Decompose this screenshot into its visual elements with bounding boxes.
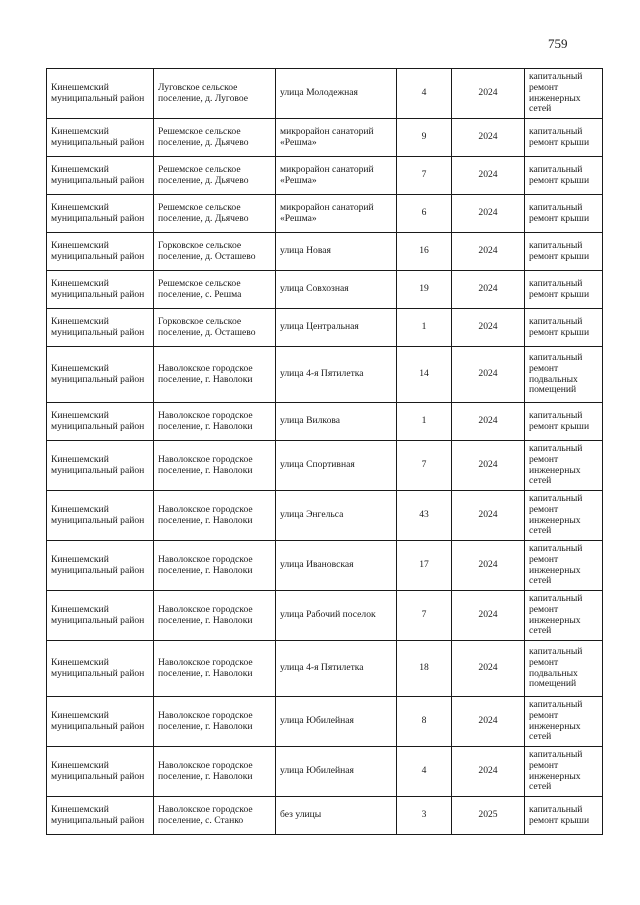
table-row bbox=[47, 233, 603, 271]
settlement-cell: Решемское сельское поселение, д. Дьячево bbox=[154, 157, 276, 195]
work-type-cell: капитальный ремонт инженерных сетей bbox=[525, 541, 603, 591]
district-cell: Кинешемский муниципальный район bbox=[47, 641, 154, 697]
table-row bbox=[47, 641, 603, 697]
year-cell: 2024 bbox=[452, 441, 525, 491]
work-type-cell: капитальный ремонт инженерных сетей bbox=[525, 441, 603, 491]
page-number: 759 bbox=[548, 36, 568, 51]
table-row bbox=[47, 309, 603, 347]
district-cell: Кинешемский муниципальный район bbox=[47, 271, 154, 309]
street-cell: улица Молодежная bbox=[276, 69, 397, 119]
district-cell: Кинешемский муниципальный район bbox=[47, 403, 154, 441]
settlement-cell: Наволокское городское поселение, г. Наволоки bbox=[154, 591, 276, 641]
settlement-cell: Наволокское городское поселение, г. Наволоки bbox=[154, 347, 276, 403]
settlement-cell: Наволокское городское поселение, с. Станко bbox=[154, 797, 276, 835]
settlement-cell: Решемское сельское поселение, д. Дьячево bbox=[154, 119, 276, 157]
district-cell: Кинешемский муниципальный район bbox=[47, 347, 154, 403]
work-type-cell: капитальный ремонт подвальных помещений bbox=[525, 347, 603, 403]
registry-table-body bbox=[47, 69, 603, 835]
table-row bbox=[47, 271, 603, 309]
table-row bbox=[47, 491, 603, 541]
street-cell: микрорайон санаторий «Решма» bbox=[276, 195, 397, 233]
table-row bbox=[47, 441, 603, 491]
street-cell: улица Рабочий поселок bbox=[276, 591, 397, 641]
settlement-cell: Горковское сельское поселение, д. Осташево bbox=[154, 309, 276, 347]
work-type-cell: капитальный ремонт крыши bbox=[525, 271, 603, 309]
street-cell: улица 4-я Пятилетка bbox=[276, 347, 397, 403]
work-type-cell: капитальный ремонт инженерных сетей bbox=[525, 747, 603, 797]
year-cell: 2024 bbox=[452, 195, 525, 233]
work-type-cell: капитальный ремонт инженерных сетей bbox=[525, 591, 603, 641]
street-cell: улица 4-я Пятилетка bbox=[276, 641, 397, 697]
table-row bbox=[47, 697, 603, 747]
street-cell: улица Юбилейная bbox=[276, 747, 397, 797]
year-cell: 2024 bbox=[452, 119, 525, 157]
settlement-cell: Наволокское городское поселение, г. Наволоки bbox=[154, 747, 276, 797]
settlement-cell: Наволокское городское поселение, г. Наволоки bbox=[154, 541, 276, 591]
year-cell: 2024 bbox=[452, 157, 525, 195]
house-number-cell: 14 bbox=[397, 347, 452, 403]
work-type-cell: капитальный ремонт крыши bbox=[525, 797, 603, 835]
settlement-cell: Решемское сельское поселение, с. Решма bbox=[154, 271, 276, 309]
house-number-cell: 4 bbox=[397, 747, 452, 797]
year-cell: 2024 bbox=[452, 403, 525, 441]
street-cell: улица Центральная bbox=[276, 309, 397, 347]
table-row bbox=[47, 797, 603, 835]
year-cell: 2024 bbox=[452, 541, 525, 591]
district-cell: Кинешемский муниципальный район bbox=[47, 69, 154, 119]
table-row bbox=[47, 195, 603, 233]
house-number-cell: 1 bbox=[397, 403, 452, 441]
house-number-cell: 16 bbox=[397, 233, 452, 271]
settlement-cell: Наволокское городское поселение, г. Наволоки bbox=[154, 491, 276, 541]
district-cell: Кинешемский муниципальный район bbox=[47, 309, 154, 347]
district-cell: Кинешемский муниципальный район bbox=[47, 119, 154, 157]
work-type-cell: капитальный ремонт инженерных сетей bbox=[525, 697, 603, 747]
year-cell: 2024 bbox=[452, 491, 525, 541]
year-cell: 2024 bbox=[452, 271, 525, 309]
work-type-cell: капитальный ремонт крыши bbox=[525, 119, 603, 157]
table-row bbox=[47, 119, 603, 157]
house-number-cell: 18 bbox=[397, 641, 452, 697]
district-cell: Кинешемский муниципальный район bbox=[47, 157, 154, 195]
street-cell: без улицы bbox=[276, 797, 397, 835]
table-row bbox=[47, 403, 603, 441]
street-cell: микрорайон санаторий «Решма» bbox=[276, 157, 397, 195]
street-cell: улица Юбилейная bbox=[276, 697, 397, 747]
district-cell: Кинешемский муниципальный район bbox=[47, 233, 154, 271]
year-cell: 2024 bbox=[452, 697, 525, 747]
district-cell: Кинешемский муниципальный район bbox=[47, 541, 154, 591]
street-cell: улица Спортивная bbox=[276, 441, 397, 491]
work-type-cell: капитальный ремонт инженерных сетей bbox=[525, 69, 603, 119]
work-type-cell: капитальный ремонт крыши bbox=[525, 403, 603, 441]
work-type-cell: капитальный ремонт инженерных сетей bbox=[525, 491, 603, 541]
table-row bbox=[47, 591, 603, 641]
district-cell: Кинешемский муниципальный район bbox=[47, 697, 154, 747]
table-row bbox=[47, 69, 603, 119]
house-number-cell: 3 bbox=[397, 797, 452, 835]
year-cell: 2024 bbox=[452, 591, 525, 641]
district-cell: Кинешемский муниципальный район bbox=[47, 797, 154, 835]
year-cell: 2024 bbox=[452, 747, 525, 797]
work-type-cell: капитальный ремонт подвальных помещений bbox=[525, 641, 603, 697]
work-type-cell: капитальный ремонт крыши bbox=[525, 195, 603, 233]
settlement-cell: Горковское сельское поселение, д. Осташево bbox=[154, 233, 276, 271]
year-cell: 2024 bbox=[452, 309, 525, 347]
table-row bbox=[47, 541, 603, 591]
repair-registry-table bbox=[46, 68, 603, 835]
house-number-cell: 17 bbox=[397, 541, 452, 591]
work-type-cell: капитальный ремонт крыши bbox=[525, 309, 603, 347]
house-number-cell: 7 bbox=[397, 441, 452, 491]
settlement-cell: Наволокское городское поселение, г. Наволоки bbox=[154, 403, 276, 441]
year-cell: 2025 bbox=[452, 797, 525, 835]
district-cell: Кинешемский муниципальный район bbox=[47, 491, 154, 541]
work-type-cell: капитальный ремонт крыши bbox=[525, 233, 603, 271]
house-number-cell: 7 bbox=[397, 591, 452, 641]
work-type-cell: капитальный ремонт крыши bbox=[525, 157, 603, 195]
district-cell: Кинешемский муниципальный район bbox=[47, 441, 154, 491]
year-cell: 2024 bbox=[452, 641, 525, 697]
settlement-cell: Наволокское городское поселение, г. Наволоки bbox=[154, 697, 276, 747]
street-cell: улица Совхозная bbox=[276, 271, 397, 309]
district-cell: Кинешемский муниципальный район bbox=[47, 591, 154, 641]
district-cell: Кинешемский муниципальный район bbox=[47, 747, 154, 797]
settlement-cell: Луговское сельское поселение, д. Луговое bbox=[154, 69, 276, 119]
house-number-cell: 6 bbox=[397, 195, 452, 233]
settlement-cell: Решемское сельское поселение, д. Дьячево bbox=[154, 195, 276, 233]
street-cell: микрорайон санаторий «Решма» bbox=[276, 119, 397, 157]
table-row bbox=[47, 347, 603, 403]
table-row bbox=[47, 747, 603, 797]
street-cell: улица Энгельса bbox=[276, 491, 397, 541]
house-number-cell: 9 bbox=[397, 119, 452, 157]
year-cell: 2024 bbox=[452, 69, 525, 119]
table-row bbox=[47, 157, 603, 195]
street-cell: улица Вилкова bbox=[276, 403, 397, 441]
settlement-cell: Наволокское городское поселение, г. Наволоки bbox=[154, 641, 276, 697]
house-number-cell: 8 bbox=[397, 697, 452, 747]
district-cell: Кинешемский муниципальный район bbox=[47, 195, 154, 233]
settlement-cell: Наволокское городское поселение, г. Наволоки bbox=[154, 441, 276, 491]
year-cell: 2024 bbox=[452, 347, 525, 403]
street-cell: улица Новая bbox=[276, 233, 397, 271]
house-number-cell: 19 bbox=[397, 271, 452, 309]
street-cell: улица Ивановская bbox=[276, 541, 397, 591]
house-number-cell: 4 bbox=[397, 69, 452, 119]
house-number-cell: 7 bbox=[397, 157, 452, 195]
house-number-cell: 1 bbox=[397, 309, 452, 347]
year-cell: 2024 bbox=[452, 233, 525, 271]
house-number-cell: 43 bbox=[397, 491, 452, 541]
